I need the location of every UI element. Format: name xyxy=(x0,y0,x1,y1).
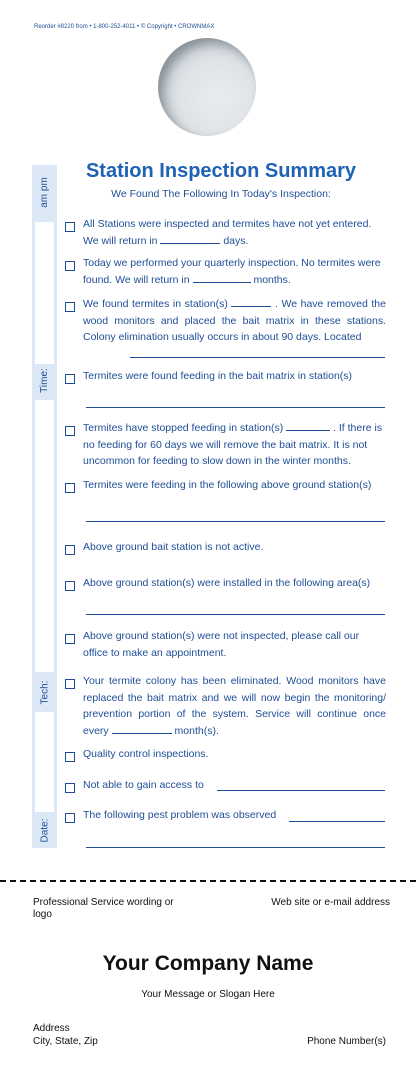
checkbox-termites-found[interactable] xyxy=(65,302,75,312)
feeding-bait-line[interactable] xyxy=(86,407,385,408)
date-label: Date: xyxy=(39,818,50,842)
address-line: Address xyxy=(33,1023,70,1034)
item-installed: Above ground station(s) were installed in the following area(s) xyxy=(83,577,371,589)
door-hanger-hole xyxy=(158,38,256,136)
sidebar xyxy=(32,165,57,848)
located-line[interactable] xyxy=(130,357,385,358)
item-not-active: Above ground bait station is not active. xyxy=(83,541,264,553)
form-title: Station Inspection Summary xyxy=(85,160,357,182)
item-quarterly: Today we performed your quarterly inspection. No termites were found. We will return in months. xyxy=(83,257,381,286)
months-field[interactable] xyxy=(193,272,251,283)
company-name: Your Company Name xyxy=(102,952,314,975)
phone-numbers: Phone Number(s) xyxy=(307,1036,386,1047)
reorder-text: Reorder #8220 from • 1-800-252-4011 • © Copyright • CROWNMAX xyxy=(34,24,215,30)
pest-problem-line-2[interactable] xyxy=(86,847,385,848)
city-state-zip: City, State, Zip xyxy=(33,1036,98,1047)
station-field[interactable] xyxy=(231,296,271,307)
checkbox-pest-problem[interactable] xyxy=(65,813,75,823)
above-ground-feeding-line[interactable] xyxy=(86,521,385,522)
time-label: Time: xyxy=(38,367,50,393)
item-feeding-bait: Termites were found feeding in the bait matrix in station(s) xyxy=(83,370,353,382)
item-termites-found: We found termites in station(s) . We have removed the wood monitors and placed the bait matrix in these stations. Colony elimination usually occurs in about 90 days. Located xyxy=(83,298,386,343)
checkbox-no-access[interactable] xyxy=(65,783,75,793)
every-months-field[interactable] xyxy=(112,723,172,734)
checkbox-eliminated[interactable] xyxy=(65,679,75,689)
website-text: Web site or e-mail address xyxy=(271,897,390,908)
checkbox-all-stations[interactable] xyxy=(65,222,75,232)
stopped-station-field[interactable] xyxy=(286,420,330,431)
item-quality-control: Quality control inspections. xyxy=(83,748,209,760)
form-subtitle: We Found The Following In Today's Inspection: xyxy=(111,188,331,200)
checkbox-stopped-feeding[interactable] xyxy=(65,426,75,436)
company-slogan: Your Message or Slogan Here xyxy=(141,989,275,1000)
checkbox-installed[interactable] xyxy=(65,581,75,591)
days-field[interactable] xyxy=(160,233,220,244)
item-stopped-feeding: Termites have stopped feeding in station(s) . If there is no feeding for 60 days we will remove the bait matrix. It is not uncommon for feeding to slow down in the winter months. xyxy=(83,422,383,467)
cut-line xyxy=(0,880,416,882)
tech-label: Tech: xyxy=(39,680,50,704)
item-above-ground-feeding: Termites were feeding in the following above ground station(s) xyxy=(83,479,372,491)
checkbox-quality-control[interactable] xyxy=(65,752,75,762)
pest-problem-line[interactable] xyxy=(289,821,385,822)
checkbox-not-inspected[interactable] xyxy=(65,634,75,644)
checkbox-quarterly[interactable] xyxy=(65,261,75,271)
time-entry-box[interactable] xyxy=(35,400,54,672)
item-no-access: Not able to gain access to xyxy=(83,779,204,791)
checkbox-above-ground-feeding[interactable] xyxy=(65,483,75,493)
no-access-line[interactable] xyxy=(217,790,385,791)
item-eliminated: Your termite colony has been eliminated. Wood monitors have replaced the bait matrix and we will now begin the monitoring/ prevention portion of the system. Service will continue once every month(s). xyxy=(83,675,386,737)
item-not-inspected: Above ground station(s) were not inspected, please call our office to make an appointment. xyxy=(83,630,360,659)
am-pm-label: am pm xyxy=(39,177,50,208)
item-all-stations: All Stations were inspected and termites have not yet entered. We will return in days. xyxy=(83,218,372,247)
installed-area-line[interactable] xyxy=(86,614,385,615)
checkbox-feeding-bait[interactable] xyxy=(65,374,75,384)
professional-wording: Professional Service wording or logo xyxy=(33,897,174,920)
item-pest-problem: The following pest problem was observed xyxy=(83,809,277,821)
time-box[interactable] xyxy=(35,222,54,364)
checkbox-not-active[interactable] xyxy=(65,545,75,555)
tech-entry-box[interactable] xyxy=(35,712,54,812)
